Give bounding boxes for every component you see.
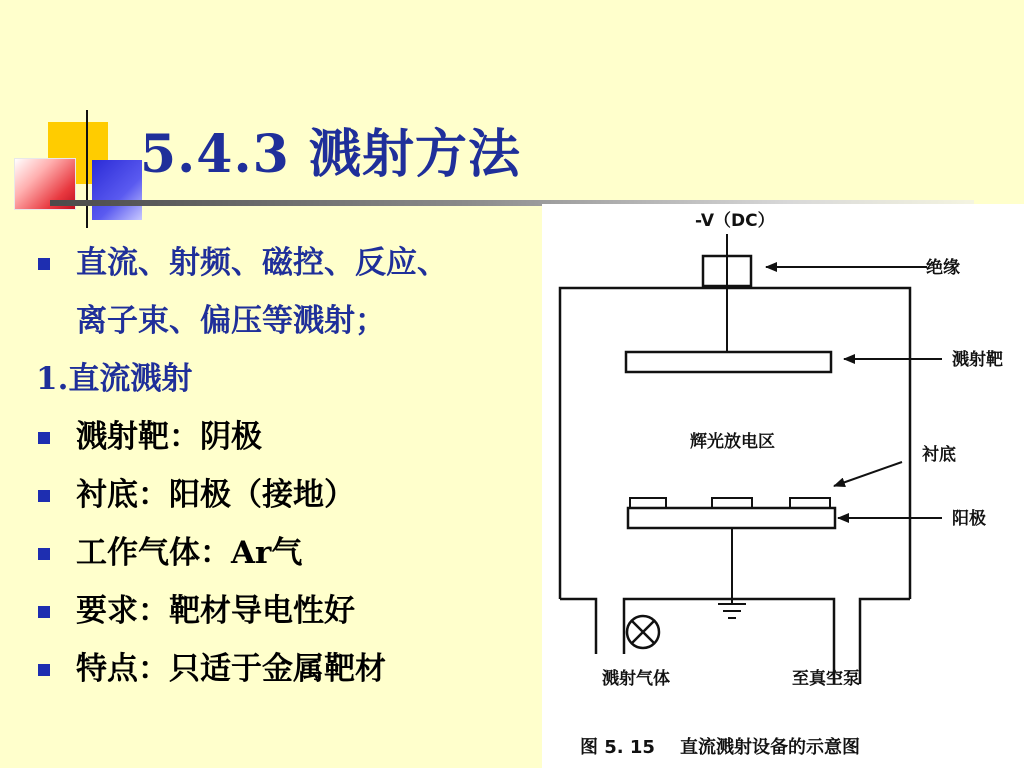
target-label: 溅射靶 [952, 350, 1003, 370]
bullet-item [36, 466, 546, 524]
bullet-text: 特点：只适于金属靶材 [76, 651, 386, 687]
bullet-square-icon [38, 432, 50, 444]
bullet-text: 要求：靶材导电性好 [76, 593, 355, 629]
anode-plate [628, 508, 835, 528]
bullet-item [36, 640, 546, 698]
substrate-arrow [834, 462, 902, 486]
bullet-item-continuation [36, 292, 546, 350]
pump-label: 至真空泵 [792, 669, 860, 689]
section-heading [36, 350, 546, 408]
bullet-text: 衬底：阳极（接地） [76, 477, 355, 513]
bullet-item [36, 524, 546, 582]
substrate-label: 衬底 [922, 445, 956, 465]
section-heading-text: 1.直流溅射 [36, 361, 193, 397]
anode-label: 阳极 [952, 509, 986, 529]
figure-caption: 图 5. 15 直流溅射设备的示意图 [580, 737, 861, 758]
bullet-text: 溅射靶：阴极 [76, 419, 262, 455]
bullet-list [36, 234, 546, 698]
bullet-square-icon [38, 606, 50, 618]
glow-region-label: 辉光放电区 [690, 432, 775, 452]
voltage-label: -V（DC） [695, 211, 775, 231]
sputtering-diagram [542, 204, 1024, 768]
bullet-square-icon [38, 258, 50, 270]
substrate-piece [712, 498, 752, 508]
bullet-item [36, 234, 546, 292]
bullet-item [36, 408, 546, 466]
bullet-square-icon [38, 548, 50, 560]
decor-blue-square [92, 160, 142, 220]
gas-label: 溅射气体 [602, 669, 670, 689]
bullet-text: 离子束、偏压等溅射； [76, 303, 386, 339]
bullet-square-icon [38, 664, 50, 676]
slide-title: 5.4.3 溅射方法 [140, 124, 521, 185]
substrate-piece [630, 498, 666, 508]
bullet-item [36, 582, 546, 640]
decor-vertical-line [86, 110, 88, 228]
bullet-text: 工作气体：Ar气 [76, 535, 303, 571]
bullet-text: 直流、射频、磁控、反应、 [76, 245, 448, 281]
substrate-piece [790, 498, 830, 508]
insulation-label: 绝缘 [926, 258, 960, 278]
target-plate [626, 352, 831, 372]
bullet-square-icon [38, 490, 50, 502]
diagram-svg [542, 204, 1024, 768]
